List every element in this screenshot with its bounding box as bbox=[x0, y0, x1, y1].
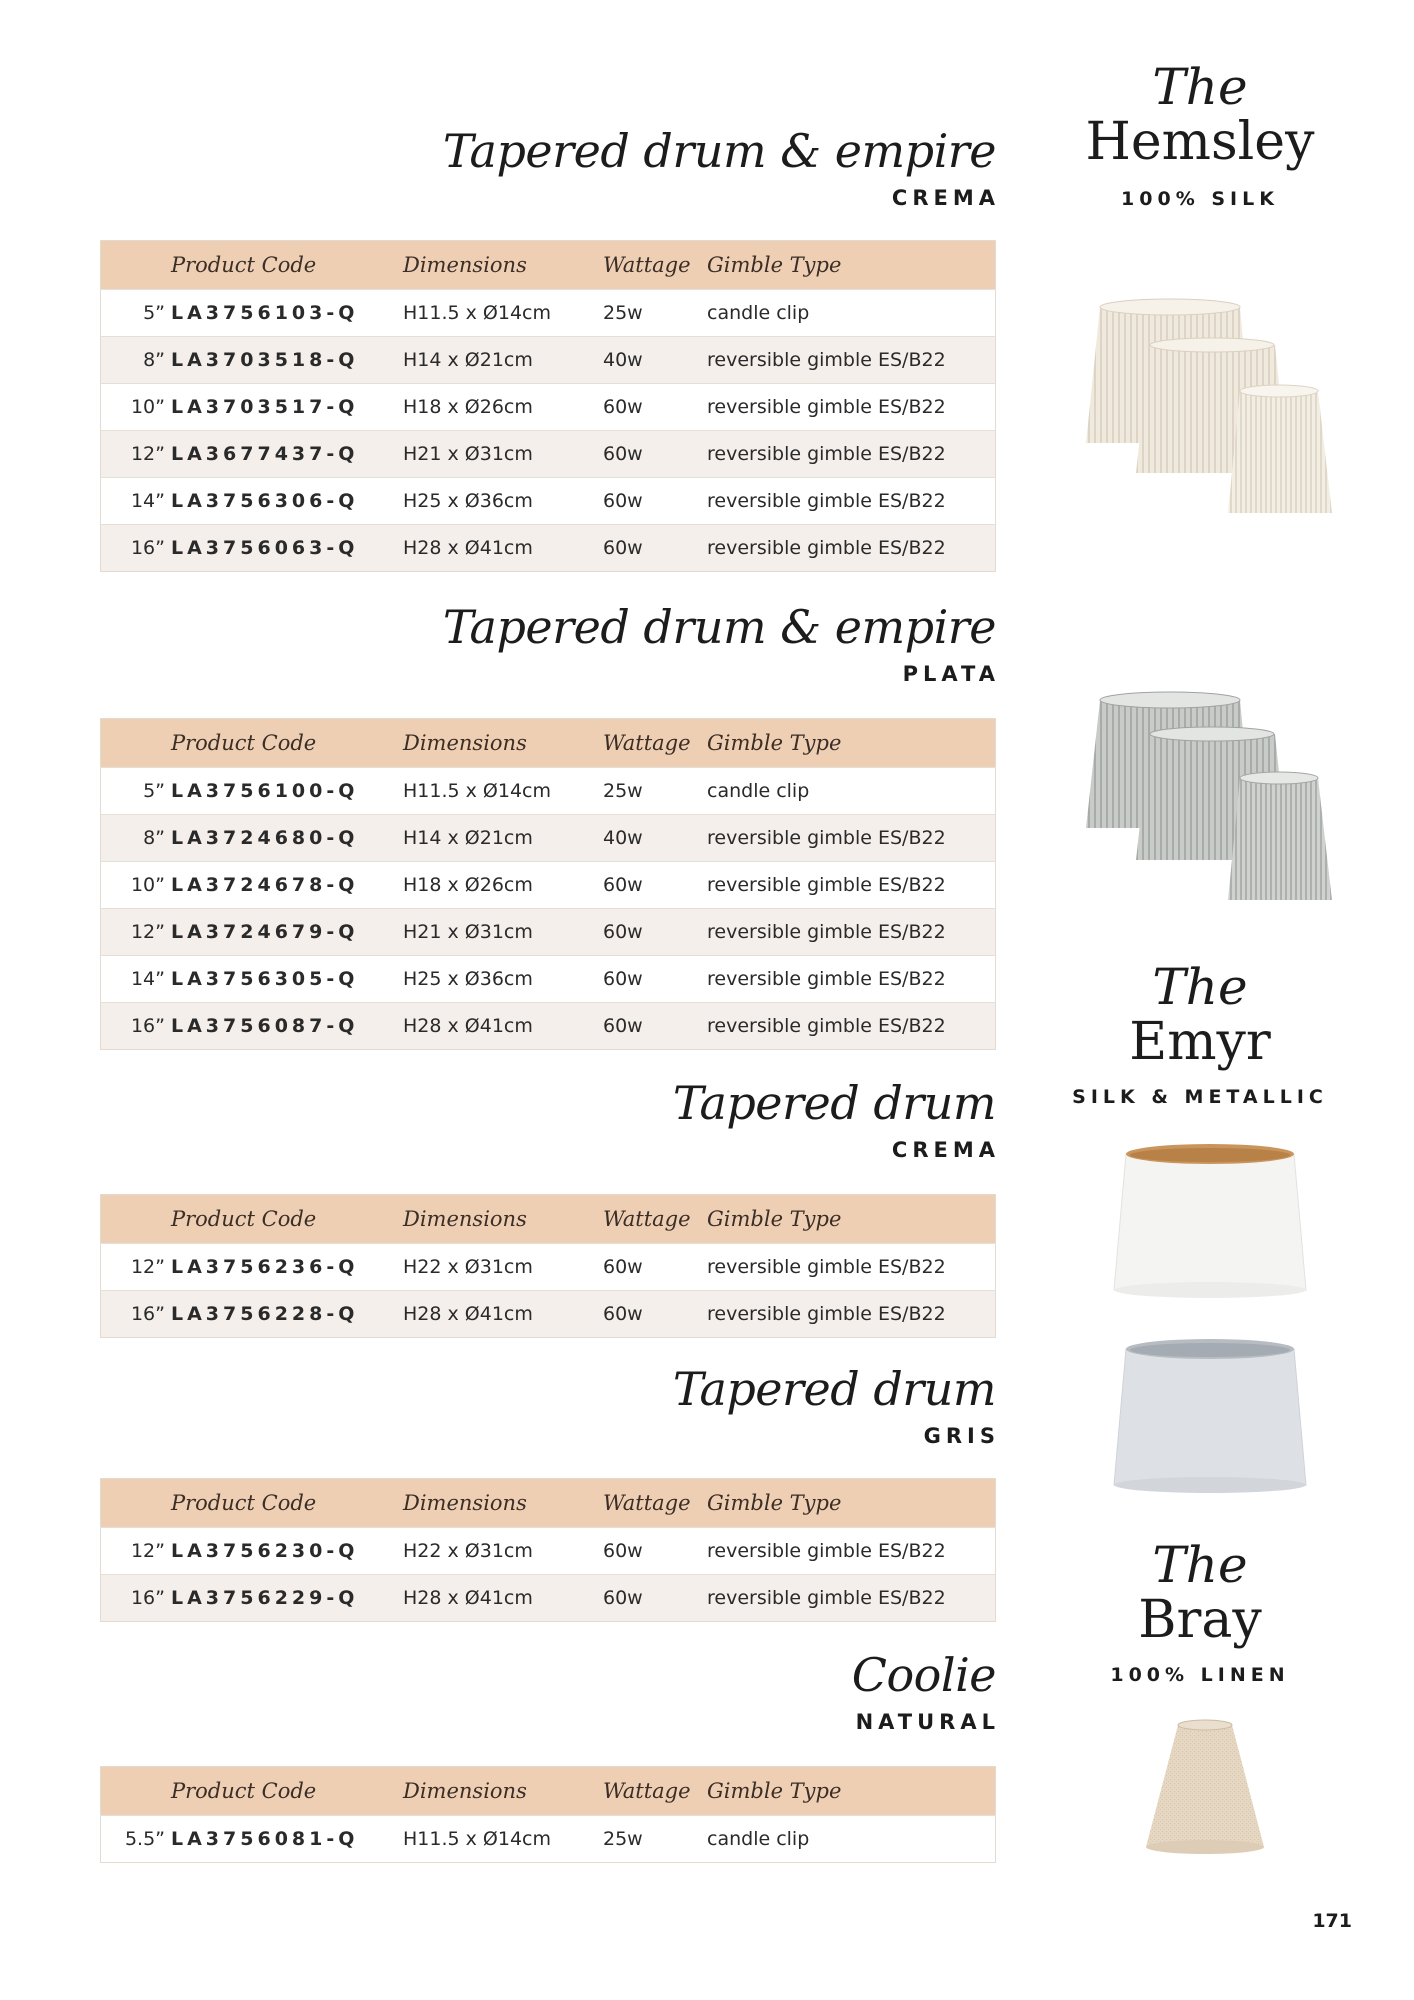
spec-table bbox=[100, 1766, 996, 1863]
code-cell: LA3756100-Q bbox=[169, 768, 403, 815]
code-cell: LA3756229-Q bbox=[169, 1575, 403, 1622]
section-title: Tapered drum & empire bbox=[442, 600, 996, 654]
header-gimble-type: Gimble Type bbox=[707, 1195, 996, 1244]
dimensions-cell: H11.5 x Ø14cm bbox=[403, 290, 603, 337]
size-cell: 5.5” bbox=[101, 1816, 170, 1863]
table-header bbox=[101, 241, 996, 290]
wattage-cell: 40w bbox=[603, 815, 707, 862]
header-dimensions: Dimensions bbox=[403, 1767, 603, 1816]
code-cell: LA3724679-Q bbox=[169, 909, 403, 956]
brand-name: Emyr bbox=[1129, 1012, 1271, 1072]
wattage-cell: 60w bbox=[603, 1291, 707, 1338]
gimble-cell: reversible gimble ES/B22 bbox=[707, 1003, 996, 1050]
dimensions-cell: H25 x Ø36cm bbox=[403, 478, 603, 525]
size-cell: 14” bbox=[101, 478, 170, 525]
code-cell: LA3724680-Q bbox=[169, 815, 403, 862]
table-header bbox=[101, 1195, 996, 1244]
code-cell: LA3756103-Q bbox=[169, 290, 403, 337]
code-cell: LA3677437-Q bbox=[169, 431, 403, 478]
table-row bbox=[101, 768, 996, 815]
section-title: Tapered drum bbox=[672, 1362, 996, 1416]
gimble-cell: reversible gimble ES/B22 bbox=[707, 1244, 996, 1291]
code-cell: LA3703517-Q bbox=[169, 384, 403, 431]
brand-subtitle: 100% SILK bbox=[1121, 188, 1279, 210]
header-product-code: Product Code bbox=[169, 1195, 403, 1244]
header-wattage: Wattage bbox=[603, 719, 707, 768]
table-row bbox=[101, 478, 996, 525]
code-cell: LA3703518-Q bbox=[169, 337, 403, 384]
brand-subtitle: SILK & METALLIC bbox=[1072, 1086, 1328, 1108]
gimble-cell: reversible gimble ES/B22 bbox=[707, 956, 996, 1003]
header-dimensions: Dimensions bbox=[403, 1195, 603, 1244]
size-cell: 16” bbox=[101, 525, 170, 572]
header-product-code: Product Code bbox=[169, 1767, 403, 1816]
size-cell: 10” bbox=[101, 862, 170, 909]
wattage-cell: 40w bbox=[603, 337, 707, 384]
wattage-cell: 60w bbox=[603, 525, 707, 572]
size-cell: 8” bbox=[101, 815, 170, 862]
wattage-cell: 60w bbox=[603, 431, 707, 478]
section-subtitle: GRIS bbox=[923, 1424, 1000, 1448]
code-cell: LA3756087-Q bbox=[169, 1003, 403, 1050]
code-cell: LA3756230-Q bbox=[169, 1528, 403, 1575]
gimble-cell: candle clip bbox=[707, 1816, 996, 1863]
table-row bbox=[101, 1244, 996, 1291]
spec-table bbox=[100, 240, 996, 572]
gimble-cell: reversible gimble ES/B22 bbox=[707, 815, 996, 862]
table-header bbox=[101, 1767, 996, 1816]
section-title: Tapered drum bbox=[672, 1076, 996, 1130]
dimensions-cell: H22 x Ø31cm bbox=[403, 1244, 603, 1291]
header-product-code: Product Code bbox=[169, 241, 403, 290]
wattage-cell: 60w bbox=[603, 1244, 707, 1291]
header-product-code: Product Code bbox=[169, 719, 403, 768]
table-row bbox=[101, 909, 996, 956]
wattage-cell: 60w bbox=[603, 862, 707, 909]
natural-linen-coolie-image bbox=[1130, 1715, 1280, 1865]
size-cell: 5” bbox=[101, 768, 170, 815]
dimensions-cell: H22 x Ø31cm bbox=[403, 1528, 603, 1575]
size-cell: 12” bbox=[101, 1528, 170, 1575]
dimensions-cell: H18 x Ø26cm bbox=[403, 862, 603, 909]
header-gimble-type: Gimble Type bbox=[707, 241, 996, 290]
table-row bbox=[101, 1816, 996, 1863]
size-cell: 10” bbox=[101, 384, 170, 431]
pleated-grey-shades-image bbox=[1070, 690, 1350, 920]
gimble-cell: reversible gimble ES/B22 bbox=[707, 909, 996, 956]
table-row bbox=[101, 1003, 996, 1050]
code-cell: LA3756063-Q bbox=[169, 525, 403, 572]
table-header bbox=[101, 719, 996, 768]
dimensions-cell: H28 x Ø41cm bbox=[403, 525, 603, 572]
table-row bbox=[101, 525, 996, 572]
table-row bbox=[101, 862, 996, 909]
wattage-cell: 60w bbox=[603, 1528, 707, 1575]
section-title: Coolie bbox=[851, 1648, 996, 1702]
wattage-cell: 60w bbox=[603, 384, 707, 431]
size-cell: 12” bbox=[101, 1244, 170, 1291]
gimble-cell: reversible gimble ES/B22 bbox=[707, 1575, 996, 1622]
size-cell: 12” bbox=[101, 909, 170, 956]
table-row bbox=[101, 431, 996, 478]
dimensions-cell: H14 x Ø21cm bbox=[403, 815, 603, 862]
header-wattage: Wattage bbox=[603, 1195, 707, 1244]
header-product-code: Product Code bbox=[169, 1479, 403, 1528]
dimensions-cell: H25 x Ø36cm bbox=[403, 956, 603, 1003]
header-dimensions: Dimensions bbox=[403, 1479, 603, 1528]
gimble-cell: reversible gimble ES/B22 bbox=[707, 337, 996, 384]
brand-the: The bbox=[1152, 1536, 1248, 1594]
dimensions-cell: H11.5 x Ø14cm bbox=[403, 1816, 603, 1863]
table-row bbox=[101, 384, 996, 431]
dimensions-cell: H18 x Ø26cm bbox=[403, 384, 603, 431]
table-row bbox=[101, 1291, 996, 1338]
size-cell: 12” bbox=[101, 431, 170, 478]
table-row bbox=[101, 1575, 996, 1622]
code-cell: LA3756228-Q bbox=[169, 1291, 403, 1338]
dimensions-cell: H21 x Ø31cm bbox=[403, 909, 603, 956]
spec-table bbox=[100, 1194, 996, 1338]
section-subtitle: CREMA bbox=[891, 186, 1000, 210]
wattage-cell: 60w bbox=[603, 1003, 707, 1050]
gimble-cell: reversible gimble ES/B22 bbox=[707, 384, 996, 431]
section-subtitle: PLATA bbox=[902, 662, 1000, 686]
brand-name: Hemsley bbox=[1085, 112, 1315, 172]
header-wattage: Wattage bbox=[603, 241, 707, 290]
spec-table bbox=[100, 718, 996, 1050]
brand-the: The bbox=[1152, 58, 1248, 116]
gimble-cell: reversible gimble ES/B22 bbox=[707, 431, 996, 478]
header-gimble-type: Gimble Type bbox=[707, 719, 996, 768]
page-number: 171 bbox=[1312, 1910, 1352, 1932]
gimble-cell: candle clip bbox=[707, 290, 996, 337]
header-gimble-type: Gimble Type bbox=[707, 1479, 996, 1528]
brand-the: The bbox=[1152, 958, 1248, 1016]
table-row bbox=[101, 956, 996, 1003]
pleated-cream-shades-image bbox=[1070, 295, 1350, 525]
dimensions-cell: H14 x Ø21cm bbox=[403, 337, 603, 384]
wattage-cell: 25w bbox=[603, 290, 707, 337]
wattage-cell: 60w bbox=[603, 909, 707, 956]
wattage-cell: 60w bbox=[603, 956, 707, 1003]
white-copper-shade-image bbox=[1100, 1140, 1320, 1310]
header-gimble-type: Gimble Type bbox=[707, 1767, 996, 1816]
wattage-cell: 25w bbox=[603, 768, 707, 815]
dimensions-cell: H28 x Ø41cm bbox=[403, 1291, 603, 1338]
table-row bbox=[101, 337, 996, 384]
wattage-cell: 60w bbox=[603, 1575, 707, 1622]
gimble-cell: candle clip bbox=[707, 768, 996, 815]
table-header bbox=[101, 1479, 996, 1528]
code-cell: LA3756081-Q bbox=[169, 1816, 403, 1863]
header-wattage: Wattage bbox=[603, 1479, 707, 1528]
size-cell: 14” bbox=[101, 956, 170, 1003]
dimensions-cell: H11.5 x Ø14cm bbox=[403, 768, 603, 815]
code-cell: LA3756305-Q bbox=[169, 956, 403, 1003]
section-title: Tapered drum & empire bbox=[442, 124, 996, 178]
gimble-cell: reversible gimble ES/B22 bbox=[707, 525, 996, 572]
dimensions-cell: H28 x Ø41cm bbox=[403, 1575, 603, 1622]
brand-name: Bray bbox=[1138, 1590, 1262, 1650]
wattage-cell: 60w bbox=[603, 478, 707, 525]
header-dimensions: Dimensions bbox=[403, 719, 603, 768]
header-wattage: Wattage bbox=[603, 1767, 707, 1816]
spec-table bbox=[100, 1478, 996, 1622]
brand-subtitle: 100% LINEN bbox=[1110, 1664, 1290, 1686]
wattage-cell: 25w bbox=[603, 1816, 707, 1863]
size-cell: 8” bbox=[101, 337, 170, 384]
code-cell: LA3724678-Q bbox=[169, 862, 403, 909]
gimble-cell: reversible gimble ES/B22 bbox=[707, 1528, 996, 1575]
code-cell: LA3756236-Q bbox=[169, 1244, 403, 1291]
code-cell: LA3756306-Q bbox=[169, 478, 403, 525]
size-cell: 5” bbox=[101, 290, 170, 337]
grey-silver-shade-image bbox=[1100, 1335, 1320, 1505]
size-cell: 16” bbox=[101, 1003, 170, 1050]
dimensions-cell: H28 x Ø41cm bbox=[403, 1003, 603, 1050]
section-subtitle: CREMA bbox=[891, 1138, 1000, 1162]
size-cell: 16” bbox=[101, 1291, 170, 1338]
gimble-cell: reversible gimble ES/B22 bbox=[707, 1291, 996, 1338]
gimble-cell: reversible gimble ES/B22 bbox=[707, 862, 996, 909]
dimensions-cell: H21 x Ø31cm bbox=[403, 431, 603, 478]
table-row bbox=[101, 290, 996, 337]
size-cell: 16” bbox=[101, 1575, 170, 1622]
table-row bbox=[101, 1528, 996, 1575]
header-dimensions: Dimensions bbox=[403, 241, 603, 290]
table-row bbox=[101, 815, 996, 862]
gimble-cell: reversible gimble ES/B22 bbox=[707, 478, 996, 525]
section-subtitle: NATURAL bbox=[855, 1710, 1000, 1734]
